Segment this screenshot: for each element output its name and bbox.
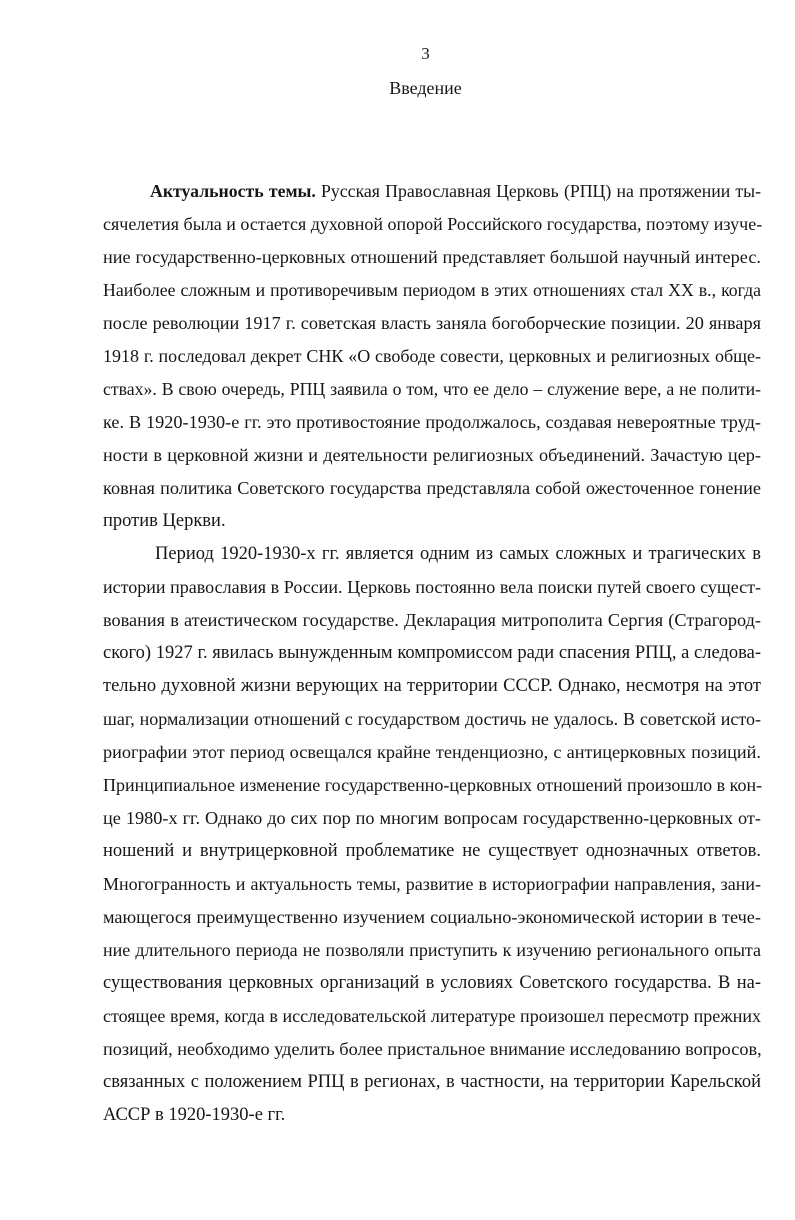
lead-bold-term: Актуальность темы. — [150, 181, 316, 201]
text-line — [150, 177, 761, 205]
text-line: позиций, необходимо уделить более пристальное внимание исследованию вопросов, — [103, 1039, 762, 1059]
text-line: риографии этот период освещался крайне тенденциозно, с антицерковных позиций. — [103, 742, 761, 762]
text-line: ности в церковной жизни и деятельности религиозных объединений. Зачастую цер- — [103, 445, 761, 465]
text-line: АССР в 1920-1930-е гг. — [103, 1105, 286, 1125]
text-line: против Церкви. — [103, 511, 226, 531]
text-line: вования в атеистическом государстве. Декларация митрополита Сергия (Страгород- — [103, 610, 761, 630]
text-line: после революции 1917 г. советская власть заняла богоборческие позиции. 20 января — [103, 313, 761, 333]
section-heading: Введение — [389, 78, 462, 98]
page-number: 3 — [421, 44, 430, 63]
text-line: ние государственно-церковных отношений представляет большой научный интерес. — [103, 247, 761, 267]
text-line: ковная политика Советского государства представляла собой ожесточенное гонение — [103, 478, 761, 498]
text-line: стоящее время, когда в исследовательской литературе произошел пересмотр прежних — [103, 1006, 761, 1026]
text-line: ке. В 1920-1930-е гг. это противостояние продолжалось, создавая невероятные труд- — [103, 412, 761, 432]
text-line: 1918 г. последовал декрет СНК «О свободе совести, церковных и религиозных обще- — [103, 346, 761, 366]
text-line: тельно духовной жизни верующих на территории СССР. Однако, несмотря на этот — [103, 676, 761, 696]
text-line: ствах». В свою очередь, РПЦ заявила о том, что ее дело – служение вере, а не полити- — [103, 379, 761, 399]
text-line: ние длительного периода не позволяли приступить к изучению регионального опыта — [103, 940, 761, 960]
text-line: це 1980-х гг. Однако до сих пор по многим вопросам государственно-церковных от- — [103, 808, 761, 828]
text-line: Принципиальное изменение государственно-церковных отношений произошло в кон- — [103, 775, 763, 795]
text-line: сячелетия была и остается духовной опорой Российского государства, поэтому изуче- — [103, 214, 763, 234]
text-line: ношений и внутрицерковной проблематике не существует однозначных ответов. — [103, 841, 761, 861]
text-line: связанных с положением РПЦ в регионах, в частности, на территории Карельской — [103, 1072, 761, 1092]
text-line: мающегося преимущественно изучением социально-экономической истории в тече- — [103, 907, 761, 927]
text-line: существования церковных организаций в условиях Советского государства. В на- — [103, 973, 761, 993]
text-line: Многогранность и актуальность темы, развитие в историографии направления, зани- — [103, 874, 761, 894]
text-line: Наиболее сложным и противоречивым периодом в этих отношениях стал XX в., когда — [103, 280, 761, 300]
text-line: Период 1920-1930-х гг. является одним из самых сложных и трагических в — [155, 544, 761, 564]
text-line: ского) 1927 г. явилась вынужденным компромиссом ради спасения РПЦ, а следова- — [103, 643, 761, 663]
text-line: шаг, нормализации отношений с государством достичь не удалось. В советской исто- — [103, 709, 761, 729]
text-line-rest: Русская Православная Церковь (РПЦ) на протяжении ты- — [315, 181, 762, 201]
text-line: истории православия в России. Церковь постоянно вела поиски путей своего сущест- — [103, 577, 761, 597]
